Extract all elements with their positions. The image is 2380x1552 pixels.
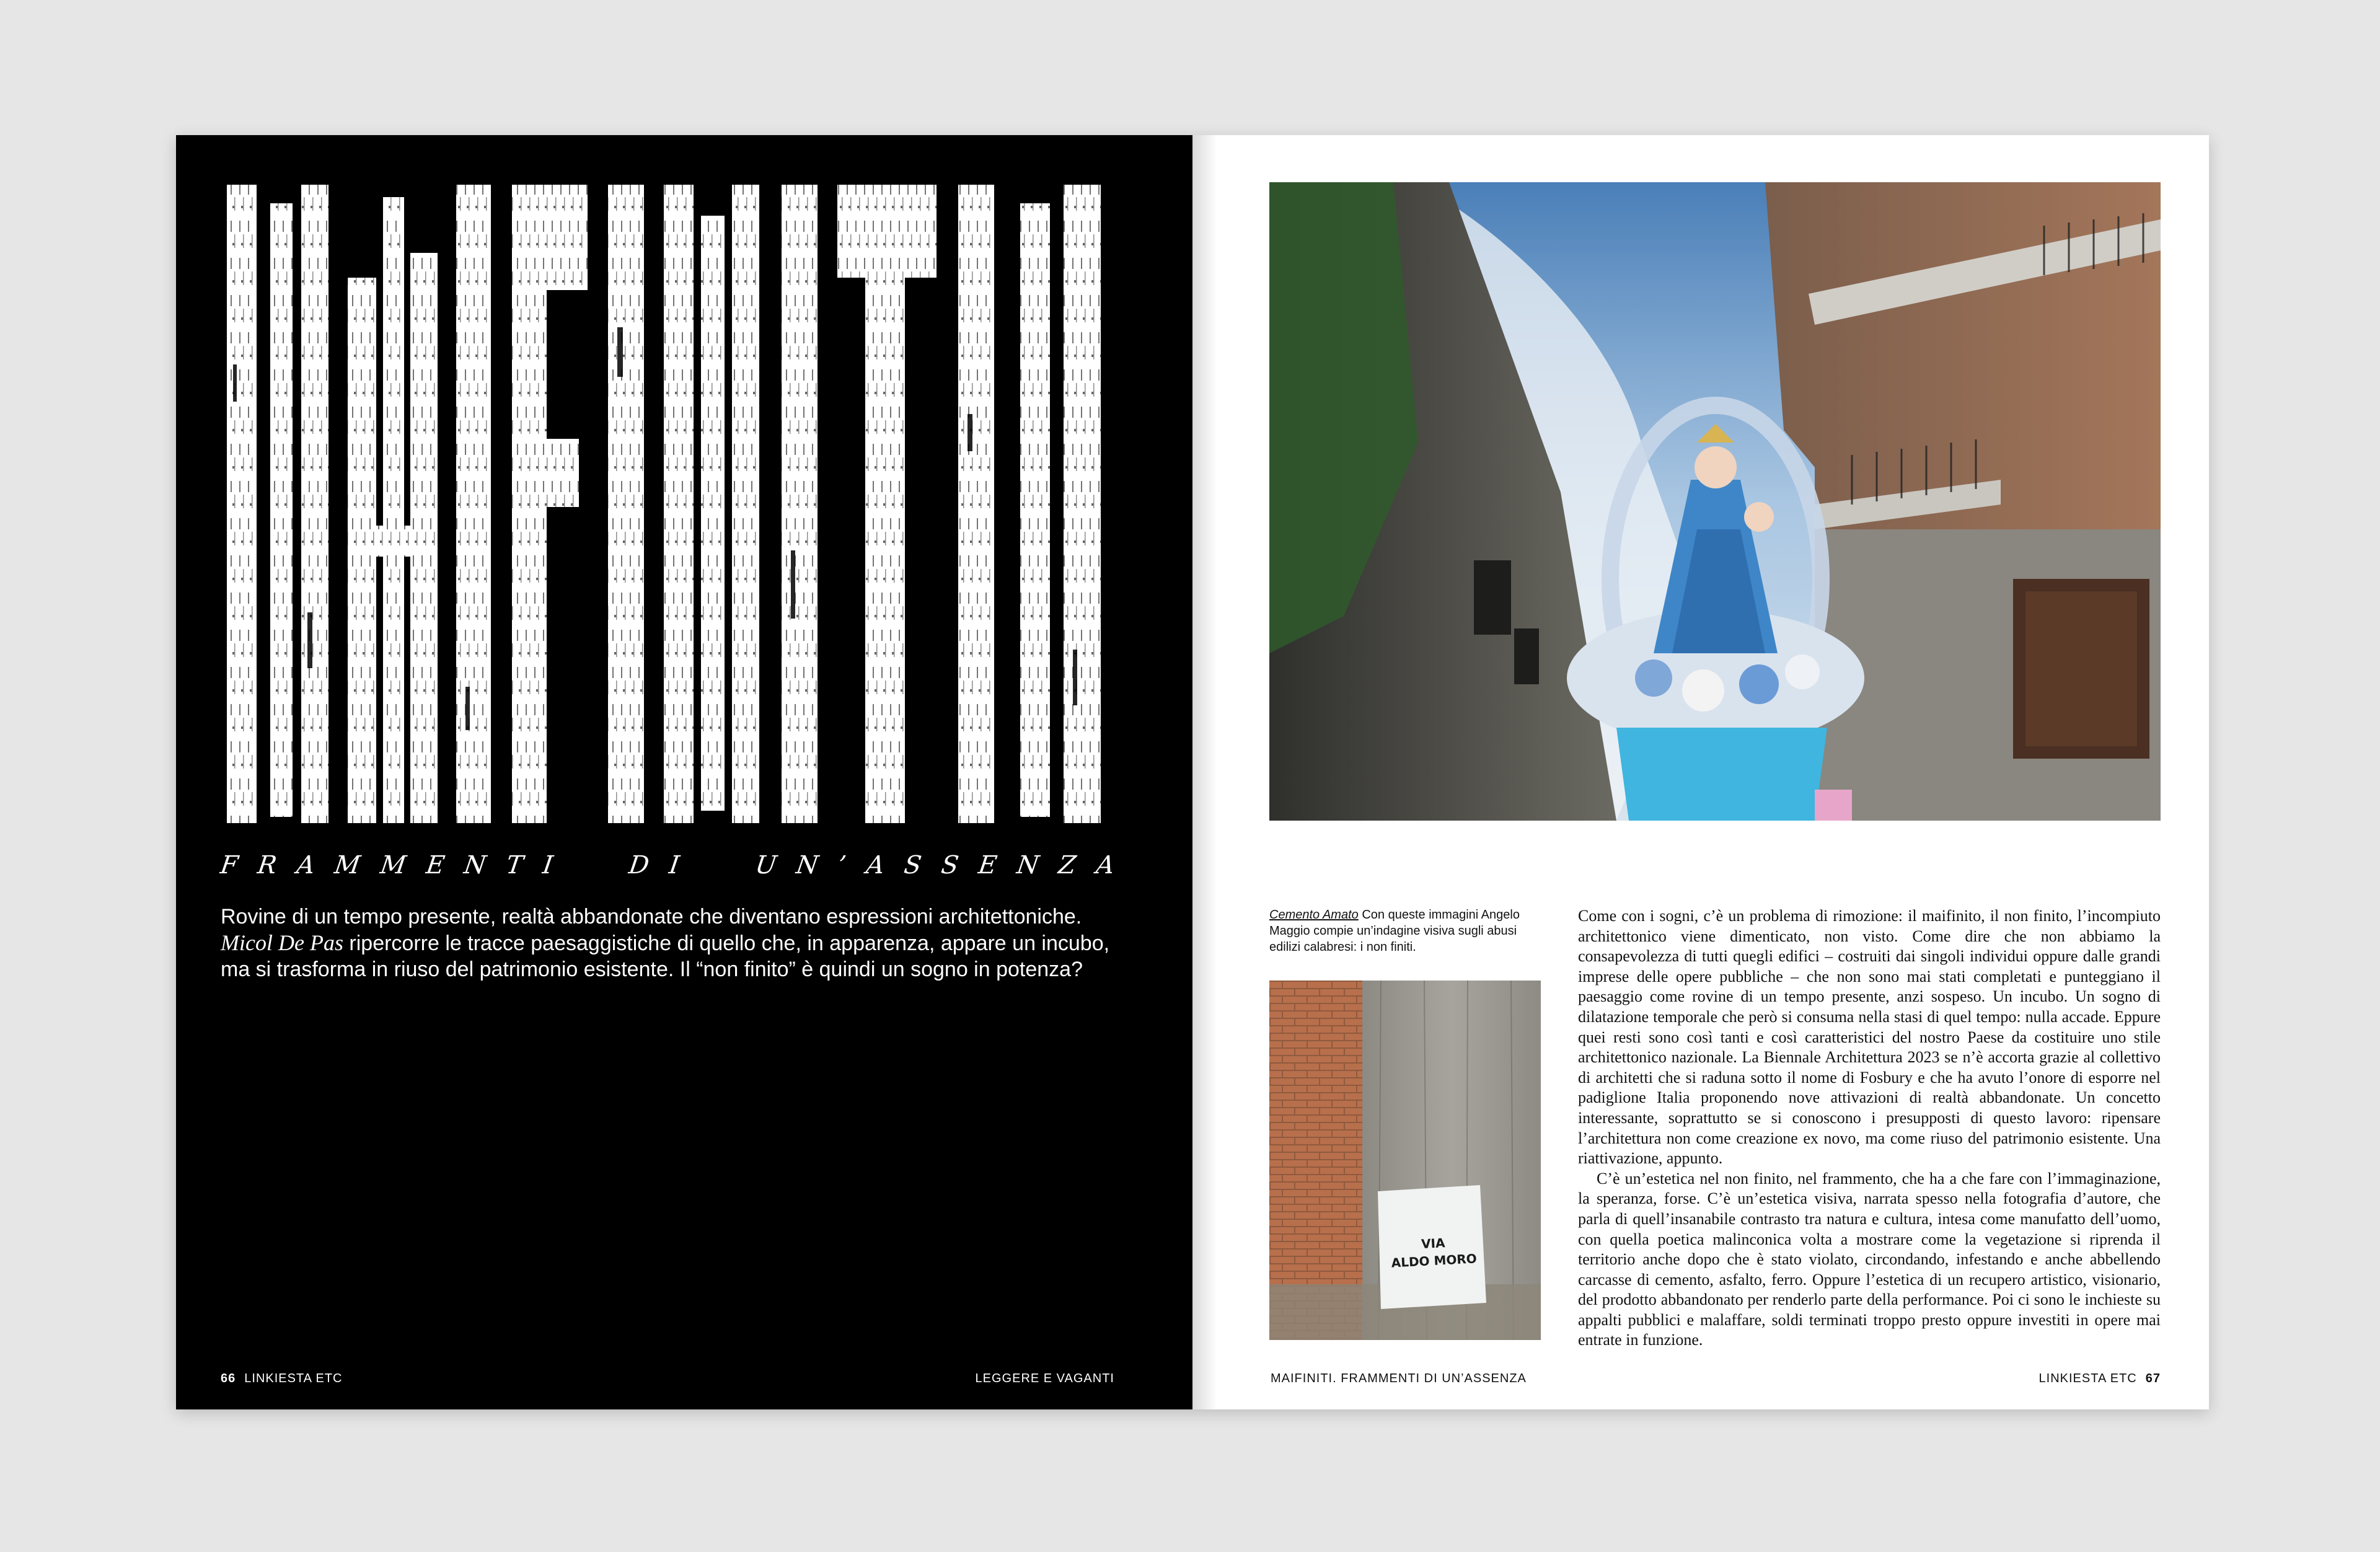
paragraph-1: Come con i sogni, c’è un problema di rimozione: il maifinito, il non finito, l’incompiuto architettonico viene dimenticato, non visto. Come dire che non abbiamo la consapevolezza di tutti quegli edifici – costruiti dai singoli individui oppure dalle grandi imprese delle opere pubbliche – che non sono mai stati completati e punteggiano il paesaggio come rovine di un tempo presente, anzi sospeso. Un incubo. Un sogno di dilatazione temporale che però si consuma nella stasi di quel tempo: nulla accade. Eppure quei resti sono così tanti e così caratteristici del nostro Paese da costituire uno stile architettonico nazionale. La Biennale Architettura 2023 se n’è accorta grazie al collettivo di architetti che si raduna sotto il nome di Fosbury e che ha avuto l’onore di esporre nel padiglione Italia proponendo nove attivazioni di realtà abbandonate. Un concetto interessante, soprattutto se si conoscono i presupposti di questo lavoro: ripensare l’architettura non come creazione ex novo, ma come riuso del patrimonio esistente. Una riattivazione, appunto. [1578,907,2161,1168]
title-letters [227,185,1101,823]
page-number-left: 66 [221,1372,236,1385]
subtitle-char: S [902,851,923,880]
lede-part1: Rovine di un tempo presente, realtà abbandonate che diventano espressioni architettoniche. [221,905,1082,928]
subtitle-char [571,851,583,880]
subtitle-char [697,851,709,880]
magazine-name-left: LINKIESTA ETC [244,1372,343,1385]
right-page [1192,135,2209,1409]
lede-part2: ripercorre le tracce paesaggistiche di quello che, in apparenza, appare un incubo, ma si trasforma in riuso del patrimonio esistente. Il “non finito” è quindi un sogno in potenza? [221,932,1110,981]
subtitle-char: F [218,851,240,880]
subtitle-char: M [333,851,363,880]
subtitle-char: N [1015,851,1041,880]
subtitle-char: S [939,851,961,880]
main-photo [1269,182,2161,821]
subtitle-char: E [976,851,999,880]
subtitle-char: ’ [836,851,848,880]
street-sign-photo [1269,981,1541,1340]
subtitle-char [599,851,611,880]
sign-line-2: ALDO MORO [1391,1251,1478,1271]
subtitle-char: E [424,851,446,880]
subtitle-char: I [540,851,555,880]
street-sign-text [1386,1232,1481,1272]
title-artwork [221,179,1119,829]
subtitle-char: D [627,851,651,880]
left-page [176,135,1192,1409]
photo-caption [1269,907,1542,955]
lede-author: Micol De Pas [221,930,343,955]
caption-title: Cemento Amato [1269,908,1359,922]
folio-right [2039,1372,2161,1386]
subtitle-char: A [864,851,886,880]
subtitle-char: T [504,851,525,880]
page-number-right: 67 [2145,1372,2161,1385]
running-title: MAIFINITI. FRAMMENTI DI UN’ASSENZA [1271,1372,1527,1385]
subtitle-char: M [378,851,408,880]
subtitle-char: Z [1057,851,1078,880]
magazine-spread [176,135,2209,1409]
paragraph-2: C’è un’estetica nel non finito, nel frammento, che ha a che fare con l’immaginazione, la speranza, forse. C’è un’estetica visiva, narrata spesso nella fotografia d’autore, che parla di quell’insanabile contrasto tra natura e cultura, intesa come manufatto dell’uomo, con quella poetica malinconica volta a mostrare come la vegetazione si riprenda il territorio anche dopo che è stato violato, circondando, infestando e anche abbellendo carcasse di cemento, asfalto, ferro. Oppure l’estetica di un recupero artistico, visionario, del prodotto abbandonato per renderlo parte della performance. Poi ci sono le inchieste su appalti pubblici e malaffare, soldi terminati troppo presto oppure investiti in opere mai entrate in funzione. [1578,1169,2161,1349]
folio-left [221,1372,342,1386]
procession-photo [1269,182,2161,821]
subtitle-char: R [256,851,279,880]
subtitle-char: U [753,851,778,880]
lede [221,904,1113,982]
magazine-name-right: LINKIESTA ETC [2038,1372,2137,1385]
secondary-photo [1269,981,1541,1340]
subtitle-char: N [462,851,488,880]
subtitle-char: N [794,851,821,880]
caption-text: Con queste immagini Angelo Maggio compie un’indagine visiva sugli abusi edilizi calabresi: i non finiti. [1269,908,1520,954]
subtitle-char: I [667,851,681,880]
section-name: LEGGERE E VAGANTI [975,1372,1114,1385]
subtitle-char [725,851,737,880]
subtitle-char: A [294,851,317,880]
article-body [1578,906,2161,1351]
sign-line-1: VIA [1421,1235,1446,1252]
subtitle-char: A [1094,851,1116,880]
subtitle [218,847,1116,884]
